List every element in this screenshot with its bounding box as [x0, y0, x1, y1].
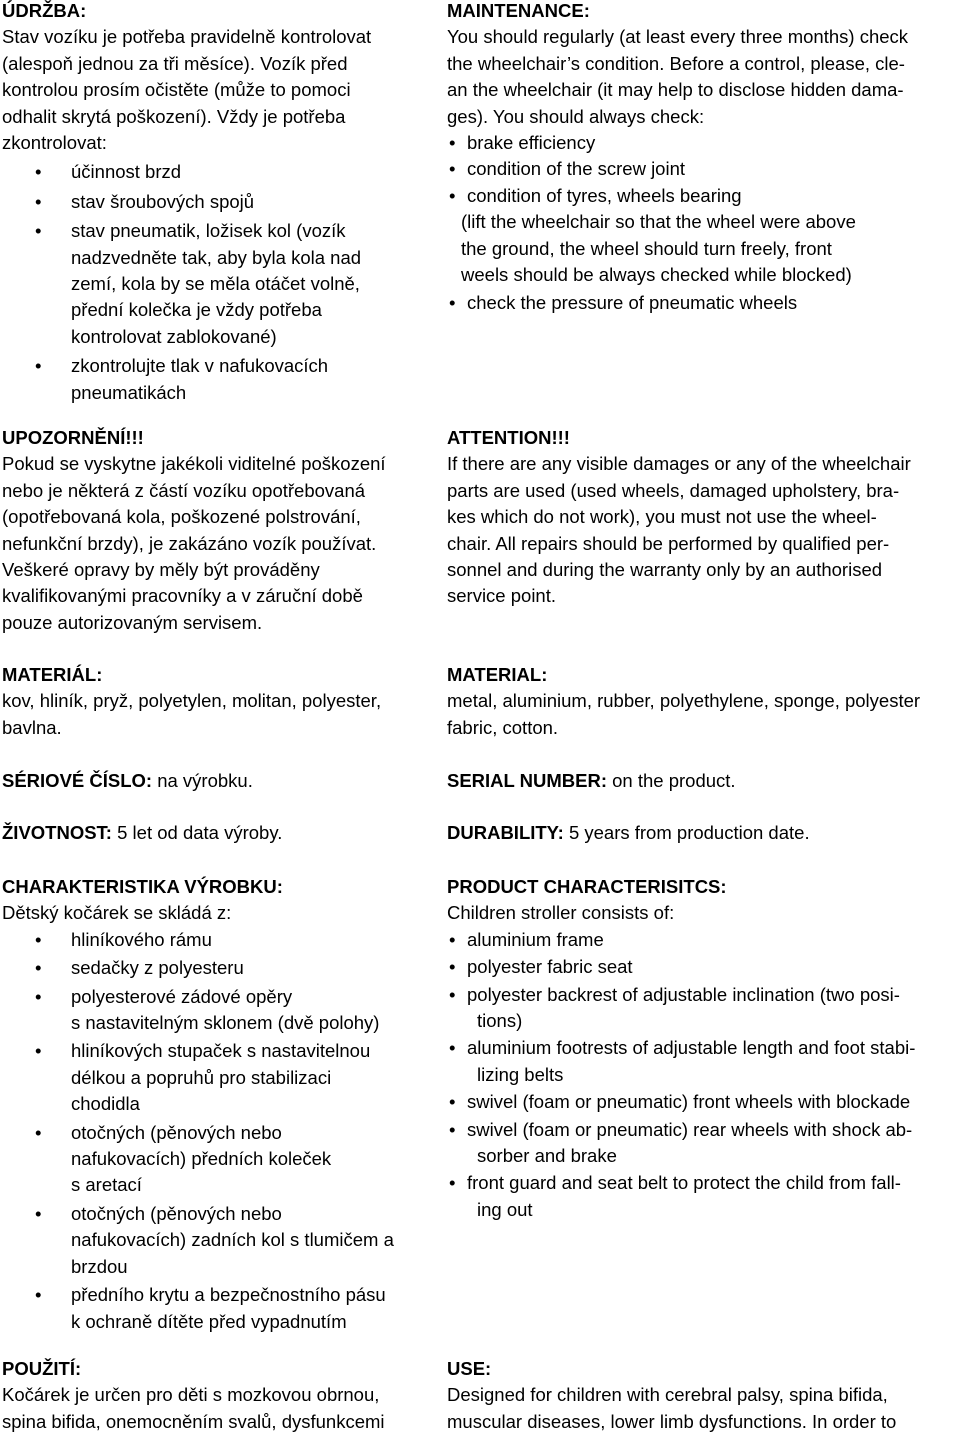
text-line: k ochraně dítěte před vypadnutím — [71, 1310, 347, 1332]
list-item — [2, 218, 422, 350]
text-line: kov, hliník, pryž, polyetylen, molitan, polyester, — [2, 690, 382, 712]
en-material-text — [447, 688, 959, 741]
list-item — [2, 1120, 422, 1199]
text-line: nafukovacích) předních koleček — [71, 1148, 332, 1170]
text-line: condition of tyres, wheels bearing — [467, 184, 742, 206]
text-line: tions) — [477, 1010, 523, 1032]
text-line: polyester fabric seat — [467, 956, 633, 978]
text-line: Veškeré opravy by měly být prováděny — [2, 559, 320, 581]
text-line: nefunkční brzdy), je zakázáno vozík používat. — [2, 532, 377, 554]
text-line: an the wheelchair (it may help to disclose hidden dama- — [447, 79, 904, 101]
text-line: hliníkových stupaček s nastavitelnou — [71, 1040, 371, 1062]
cz-attention-text — [2, 451, 422, 636]
cz-use-section — [2, 1356, 422, 1435]
list-item — [2, 1282, 422, 1335]
text-line: kvalifikovanými pracovníky a v záruční době — [2, 585, 363, 607]
text-line: s aretací — [71, 1174, 142, 1196]
en-maintenance-note — [447, 209, 959, 288]
text-line: bavlna. — [2, 716, 62, 738]
cz-characteristics-list — [2, 927, 422, 1335]
en-serial-value: on the product. — [607, 770, 736, 791]
text-line: polyesterové zádové opěry — [71, 985, 293, 1007]
list-item — [2, 1038, 422, 1117]
list-item — [2, 189, 422, 215]
text-line: hliníkového rámu — [71, 928, 212, 950]
list-item — [447, 1089, 959, 1115]
cz-material-text — [2, 688, 422, 741]
text-line: kes which do not work), you must not use the wheel- — [447, 506, 877, 528]
text-line: zkontrolovat: — [2, 132, 107, 154]
cz-maintenance-text — [2, 24, 422, 156]
list-item — [447, 1035, 959, 1088]
en-maintenance-checklist-last — [447, 290, 959, 316]
cz-durability-label: ŽIVOTNOST: — [2, 822, 112, 843]
text-line: sorber and brake — [477, 1145, 617, 1167]
text-line: brzdou — [71, 1255, 128, 1277]
en-maintenance-section — [447, 0, 959, 317]
text-line: kontrolovat zablokované) — [71, 325, 277, 347]
en-characteristics-heading: PRODUCT CHARACTERISITCS: — [447, 876, 727, 897]
list-item — [447, 1117, 959, 1170]
en-use-text — [447, 1382, 959, 1435]
text-line: weels should be always checked while blocked) — [461, 264, 852, 286]
list-item — [2, 353, 422, 406]
cz-material-heading: MATERIÁL: — [2, 664, 103, 685]
cz-durability-section — [2, 820, 422, 846]
list-item — [2, 955, 422, 981]
text-line: ges). You should always check: — [447, 105, 705, 127]
en-characteristics-intro: Children stroller consists of: — [447, 902, 675, 924]
text-line: ing out — [477, 1198, 533, 1220]
en-attention-section — [447, 425, 959, 610]
text-line: swivel (foam or pneumatic) rear wheels with shock ab- — [467, 1118, 913, 1140]
list-item — [447, 954, 959, 980]
text-line: aluminium footrests of adjustable length and foot stabi- — [467, 1037, 916, 1059]
cz-maintenance-checklist — [2, 159, 422, 406]
list-item — [447, 927, 959, 953]
text-line: spina bifida, onemocněním svalů, dysfunkcemi — [2, 1410, 385, 1432]
en-maintenance-heading: MAINTENANCE: — [447, 0, 590, 21]
text-line: If there are any visible damages or any of the wheelchair — [447, 453, 911, 475]
en-use-heading: USE: — [447, 1358, 492, 1379]
text-line: muscular diseases, lower limb dysfunctions. In order to — [447, 1410, 897, 1432]
cz-attention-heading: UPOZORNĚNÍ!!! — [2, 427, 144, 448]
text-line: stav šroubových spojů — [71, 190, 255, 212]
cz-characteristics-section — [2, 874, 422, 1335]
text-line: Stav vozíku je potřeba pravidelně kontrolovat — [2, 26, 372, 48]
list-item — [447, 183, 959, 209]
cz-durability-value: 5 let od data výroby. — [111, 822, 283, 843]
text-line: kontrolou prosím očistěte (může to pomoci — [2, 79, 351, 101]
text-line: condition of the screw joint — [467, 158, 686, 180]
text-line: odhalit skrytá poškození). Vždy je potřeba — [2, 105, 346, 127]
en-serial-label: SERIAL NUMBER: — [447, 770, 607, 791]
cz-maintenance-section — [2, 0, 422, 406]
list-item — [2, 1201, 422, 1280]
en-maintenance-text — [447, 24, 959, 130]
cz-attention-section — [2, 425, 422, 636]
en-durability-section — [447, 820, 959, 846]
text-line: otočných (pěnových nebo — [71, 1121, 282, 1143]
text-line: (lift the wheelchair so that the wheel were above — [461, 211, 856, 233]
en-material-heading: MATERIAL: — [447, 664, 548, 685]
text-line: zemí, kola by se měla otáčet volně, — [71, 273, 360, 295]
text-line: (alespoň jednou za tři měsíce). Vozík před — [2, 52, 348, 74]
text-line: otočných (pěnových nebo — [71, 1202, 282, 1224]
text-line: Pokud se vyskytne jakékoli viditelné poškození — [2, 453, 386, 475]
list-item — [2, 159, 422, 185]
cz-serial-label: SÉRIOVÉ ČÍSLO: — [2, 770, 153, 791]
text-line: brake efficiency — [467, 132, 596, 154]
text-line: You should regularly (at least every three months) check — [447, 26, 909, 48]
text-line: the wheelchair’s condition. Before a control, please, cle- — [447, 52, 905, 74]
cz-use-heading: POUŽITÍ: — [2, 1358, 82, 1379]
cz-characteristics-heading: CHARAKTERISTIKA VÝROBKU: — [2, 876, 283, 897]
cz-maintenance-heading: ÚDRŽBA: — [2, 0, 87, 21]
text-line: účinnost brzd — [71, 161, 182, 183]
text-line: Designed for children with cerebral palsy, spina bifida, — [447, 1384, 888, 1406]
text-line: sonnel and during the warranty only by an authorised — [447, 559, 883, 581]
text-line: service point. — [447, 585, 556, 607]
en-attention-heading: ATTENTION!!! — [447, 427, 570, 448]
text-line: pneumatikách — [71, 381, 187, 403]
en-use-section — [447, 1356, 959, 1435]
text-line: nebo je některá z částí vozíku opotřebovaná — [2, 479, 366, 501]
text-line: swivel (foam or pneumatic) front wheels with blockade — [467, 1091, 911, 1113]
text-line: aluminium frame — [467, 928, 604, 950]
text-line: the ground, the wheel should turn freely, front — [461, 237, 832, 259]
en-durability-label: DURABILITY: — [447, 822, 564, 843]
text-line: nadzvedněte tak, aby byla kola nad — [71, 246, 362, 268]
text-line: lizing belts — [477, 1063, 564, 1085]
text-line: polyester backrest of adjustable inclination (two posi- — [467, 983, 900, 1005]
text-line: stav pneumatik, ložisek kol (vozík — [71, 220, 346, 242]
text-line: parts are used (used wheels, damaged upholstery, bra- — [447, 479, 900, 501]
cz-material-section — [2, 662, 422, 741]
cz-characteristics-intro: Dětský kočárek se skládá z: — [2, 902, 232, 924]
en-attention-text — [447, 451, 959, 609]
list-item — [447, 130, 959, 156]
en-maintenance-checklist — [447, 130, 959, 209]
text-line: Kočárek je určen pro děti s mozkovou obrnou, — [2, 1384, 380, 1406]
en-durability-value: 5 years from production date. — [563, 822, 810, 843]
list-item — [447, 982, 959, 1035]
cz-serial-section — [2, 768, 422, 794]
en-material-section — [447, 662, 959, 741]
en-characteristics-section — [447, 874, 959, 1223]
cz-use-text — [2, 1382, 422, 1435]
cz-serial-value: na výrobku. — [152, 770, 253, 791]
text-line: sedačky z polyesteru — [71, 957, 244, 979]
en-serial-section — [447, 768, 959, 794]
text-line: check the pressure of pneumatic wheels — [467, 292, 798, 314]
text-line: délkou a popruhů pro stabilizaci — [71, 1066, 332, 1088]
list-item — [447, 1170, 959, 1223]
list-item — [2, 984, 422, 1037]
list-item — [447, 290, 959, 316]
text-line: (opotřebovaná kola, poškozené polstrování, — [2, 506, 361, 528]
text-line: chodidla — [71, 1093, 140, 1115]
list-item — [447, 156, 959, 182]
en-characteristics-list — [447, 927, 959, 1223]
text-line: přední kolečka je vždy potřeba — [71, 299, 322, 321]
text-line: chair. All repairs should be performed by qualified per- — [447, 532, 890, 554]
text-line: front guard and seat belt to protect the child from fall- — [467, 1172, 901, 1194]
text-line: zkontrolujte tlak v nafukovacích — [71, 355, 329, 377]
text-line: s nastavitelným sklonem (dvě polohy) — [71, 1012, 380, 1034]
text-line: nafukovacích) zadních kol s tlumičem a — [71, 1229, 394, 1251]
text-line: pouze autorizovaným servisem. — [2, 611, 263, 633]
list-item — [2, 927, 422, 953]
text-line: fabric, cotton. — [447, 716, 559, 738]
text-line: předního krytu a bezpečnostního pásu — [71, 1284, 386, 1306]
text-line: metal, aluminium, rubber, polyethylene, sponge, polyester — [447, 690, 921, 712]
